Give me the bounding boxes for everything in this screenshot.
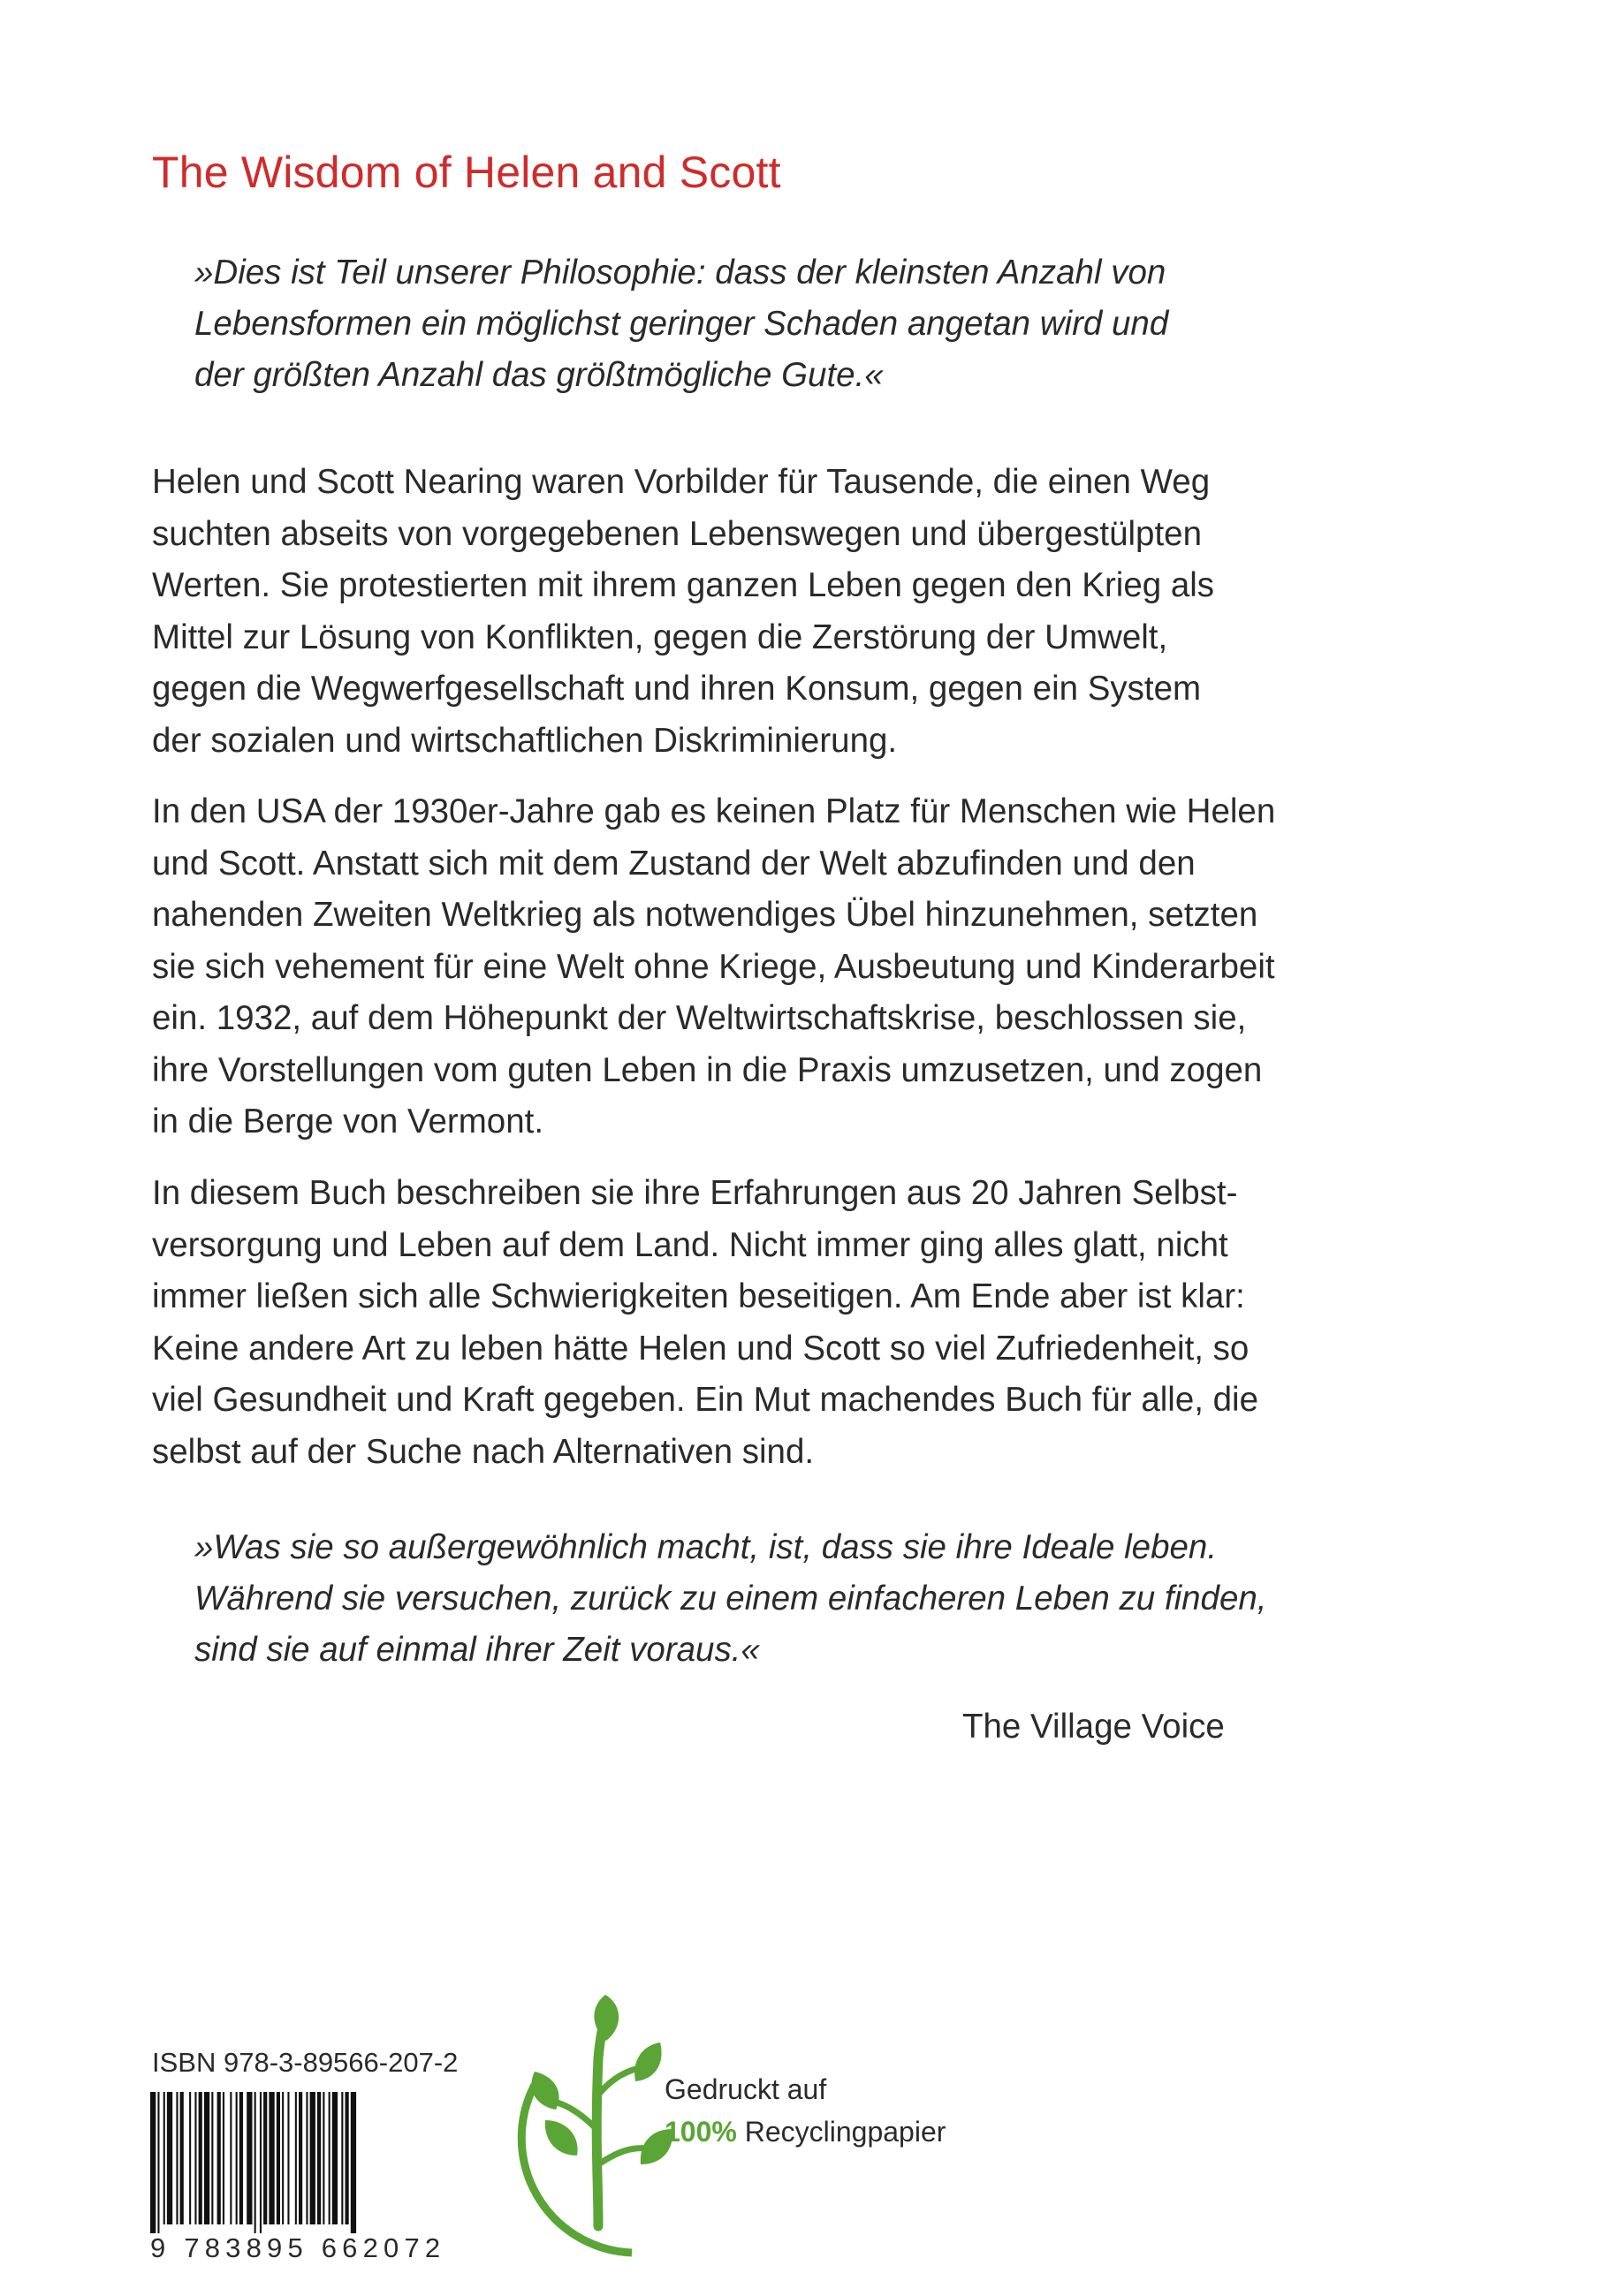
isbn-label: ISBN 978-3-89566-207-2 — [152, 2047, 459, 2078]
paragraph-line: selbst auf der Suche nach Alternativen sind. — [152, 1432, 815, 1471]
paragraph-1 — [152, 457, 1214, 767]
paragraph-line: sie sich vehement für eine Welt ohne Kriege, Ausbeutung und Kinderarbeit — [152, 947, 1275, 986]
paragraph-line: ein. 1932, auf dem Höhepunkt der Weltwirtschaftskrise, beschlossen sie, — [152, 999, 1247, 1037]
paragraph-line: In diesem Buch beschreiben sie ihre Erfahrungen aus 20 Jahren Selbst- — [152, 1174, 1238, 1212]
barcode-bar — [230, 2092, 232, 2224]
barcode-bar — [157, 2092, 159, 2233]
barcode-bar — [282, 2092, 284, 2224]
barcode-bar — [254, 2092, 256, 2233]
barcode-bar — [176, 2092, 178, 2224]
quote-line: »Dies ist Teil unserer Philosophie: dass der kleinsten Anzahl von — [194, 254, 1166, 292]
paragraph-line: immer ließen sich alle Schwierigkeiten beseitigen. Am Ende aber ist klar: — [152, 1277, 1245, 1315]
barcode-bar — [329, 2092, 330, 2224]
recycling-paper-note — [665, 2068, 946, 2153]
barcode-bar — [263, 2092, 267, 2224]
paragraph-line: In den USA der 1930er-Jahre gab es keinen Platz für Menschen wie Helen — [152, 792, 1276, 830]
barcode-bar — [150, 2092, 156, 2233]
quote-line: sind sie auf einmal ihrer Zeit voraus.« — [194, 1631, 760, 1669]
eco-line-1: Gedruckt auf — [665, 2073, 827, 2105]
paragraph-line: Keine andere Art zu leben hätte Helen und Scott so viel Zufriedenheit, so — [152, 1329, 1250, 1368]
paragraph-line: gegen die Wegwerfgesellschaft und ihren Konsum, gegen ein System — [152, 670, 1202, 708]
paragraph-2 — [152, 786, 1275, 1148]
barcode-bar — [323, 2092, 324, 2224]
quote-line: der größten Anzahl das größtmögliche Gute.« — [194, 356, 884, 394]
barcode-bar — [346, 2092, 349, 2224]
barcode-bar — [223, 2092, 224, 2224]
quote-line: Lebensformen ein möglichst geringer Schaden angetan wird und — [194, 305, 1169, 343]
quote-attribution: The Village Voice — [962, 1708, 1225, 1746]
barcode-bar — [204, 2092, 209, 2224]
paragraph-line: nahenden Zweiten Weltkrieg als notwendiges Übel hinzunehmen, setzten — [152, 896, 1258, 934]
barcode-bar — [239, 2092, 243, 2224]
barcode-bar — [260, 2092, 262, 2233]
paragraph-line: und Scott. Anstatt sich mit dem Zustand der Welt abzufinden und den — [152, 844, 1196, 883]
paragraph-line: Helen und Scott Nearing waren Vorbilder für Tausende, die einen Weg — [152, 463, 1211, 501]
barcode-bar — [167, 2092, 172, 2224]
barcode-bar — [194, 2092, 196, 2224]
barcode-bar — [287, 2092, 289, 2224]
barcode-icon — [148, 2092, 453, 2233]
barcode-bar — [351, 2092, 356, 2233]
barcode-bar — [199, 2092, 202, 2224]
paragraph-line: Mittel zur Lösung von Konflikten, gegen die Zerstörung der Umwelt, — [152, 618, 1168, 656]
paragraph-line: viel Gesundheit und Kraft gegeben. Ein Mut machendes Buch für alle, die — [152, 1381, 1259, 1419]
barcode-bar — [317, 2092, 321, 2224]
page-title: The Wisdom of Helen and Scott — [152, 148, 781, 197]
barcode-digits: 9 783895 662072 — [150, 2232, 446, 2263]
barcode-bar — [277, 2092, 280, 2224]
barcode-bar — [341, 2092, 343, 2224]
eco-line-2 — [665, 2110, 946, 2153]
barcode-bar — [163, 2092, 165, 2224]
paragraph-line: suchten abseits von vorgegebenen Lebenswegen und übergestülpten — [152, 514, 1202, 553]
quote-line: Während sie versuchen, zurück zu einem einfacheren Leben zu finden, — [194, 1580, 1267, 1618]
paragraph-line: Werten. Sie protestierten mit ihrem ganzen Leben gegen den Krieg als — [152, 566, 1215, 604]
barcode-bar — [295, 2092, 297, 2224]
paragraph-line: in die Berge von Vermont. — [152, 1103, 544, 1140]
barcode-bar — [247, 2092, 252, 2224]
barcode-bar — [236, 2092, 238, 2224]
percent-badge: 100% — [665, 2116, 737, 2148]
quote-line: »Was sie so außergewöhnlich macht, ist, dass sie ihre Ideale leben. — [194, 1528, 1218, 1566]
opening-quote — [194, 247, 1168, 401]
barcode-bar — [217, 2092, 221, 2224]
barcode-bar — [299, 2092, 302, 2224]
barcode-bar — [189, 2092, 191, 2224]
barcode-bar — [211, 2092, 213, 2224]
paragraph-line: ihre Vorstellungen vom guten Leben in die Praxis umzusetzen, und zogen — [152, 1050, 1263, 1089]
paragraph-3 — [152, 1168, 1258, 1478]
barcode-bar — [306, 2092, 308, 2224]
barcode-bar — [269, 2092, 274, 2224]
eco-line-2-rest: Recyclingpapier — [736, 2116, 946, 2148]
recycling-plant-icon — [499, 1988, 685, 2262]
barcode-bar — [310, 2092, 315, 2224]
barcode-bar — [332, 2092, 338, 2224]
paragraph-line: versorgung und Leben auf dem Land. Nicht immer ging alles glatt, nicht — [152, 1225, 1228, 1264]
review-quote — [194, 1522, 1266, 1676]
paragraph-line: der sozialen und wirtschaftlichen Diskriminierung. — [152, 721, 898, 760]
barcode-bar — [180, 2092, 184, 2224]
